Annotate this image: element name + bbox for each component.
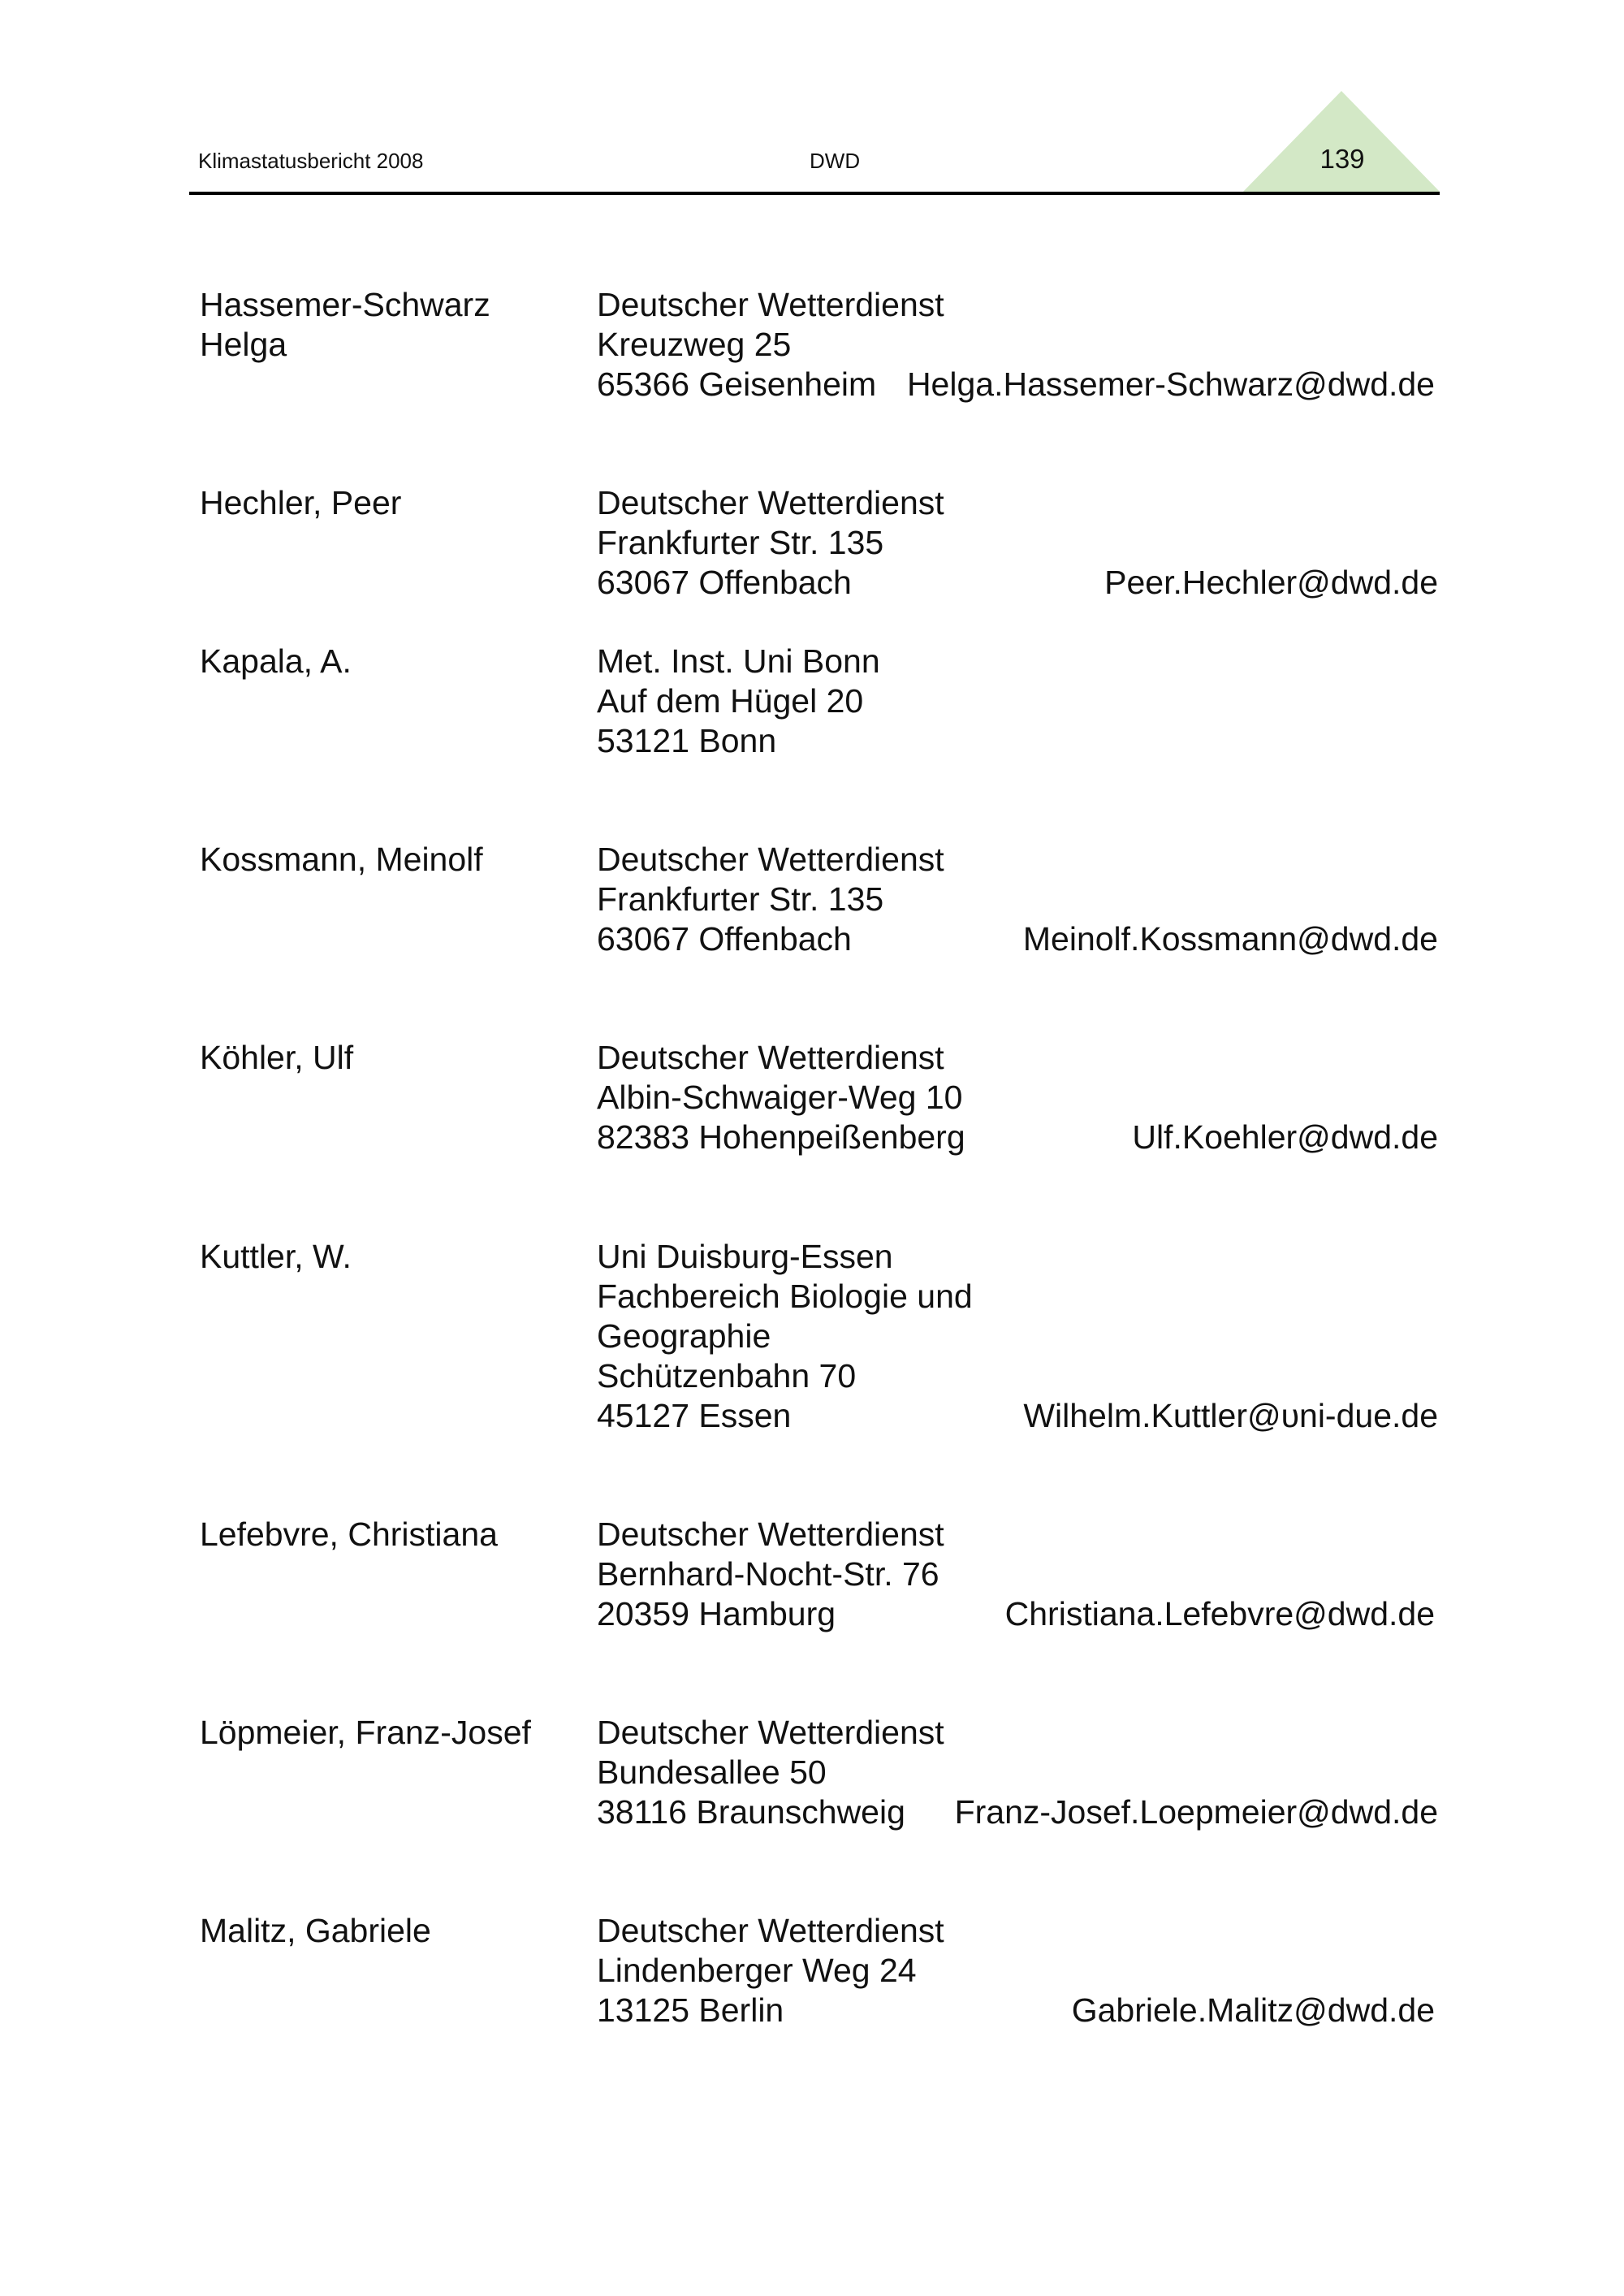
publisher-label: DWD	[810, 149, 861, 173]
contact-address	[597, 1515, 944, 1634]
address-line: Deutscher Wetterdienst	[597, 1516, 944, 1553]
contact-address	[597, 642, 880, 761]
address-line: 63067 Offenbach	[597, 920, 852, 958]
address-line: Kreuzweg 25	[597, 326, 792, 363]
contact-address	[597, 1713, 944, 1832]
contact-address	[597, 1038, 965, 1157]
contact-address	[597, 285, 944, 404]
contact-address	[597, 483, 944, 603]
contact-address	[597, 840, 944, 959]
contact-email[interactable]: Peer.Hechler@dwd.de	[1104, 564, 1438, 601]
address-line: 45127 Essen	[597, 1397, 792, 1434]
address-line: Deutscher Wetterdienst	[597, 1039, 944, 1076]
contact-email[interactable]: Helga.Hassemer-Schwarz@dwd.de	[906, 365, 1435, 403]
address-line: Bernhard-Nocht-Str. 76	[597, 1555, 939, 1593]
report-title: Klimastatusbericht 2008	[198, 149, 424, 173]
address-line: Frankfurter Str. 135	[597, 880, 884, 918]
address-line: Uni Duisburg-Essen	[597, 1238, 893, 1275]
contact-email[interactable]: Meinolf.Kossmann@dwd.de	[1022, 920, 1438, 958]
contact-name	[200, 285, 490, 365]
address-line: Fachbereich Biologie und	[597, 1278, 973, 1315]
contact-name: Malitz, Gabriele	[200, 1912, 431, 1949]
triangle-shape	[1242, 91, 1440, 192]
address-line: 13125 Berlin	[597, 1991, 784, 2029]
contact-name: Hechler, Peer	[200, 484, 402, 521]
address-line: Geographie	[597, 1317, 771, 1355]
address-line: 38116 Braunschweig	[597, 1793, 905, 1831]
address-line: 82383 Hohenpeißenberg	[597, 1118, 965, 1156]
address-line: 20359 Hamburg	[597, 1595, 836, 1632]
contact-name: Lefebvre, Christiana	[200, 1516, 498, 1553]
address-line: Frankfurter Str. 135	[597, 524, 884, 561]
contact-email[interactable]: Gabriele.Malitz@dwd.de	[1071, 1991, 1435, 2029]
contact-name-line-2: Helga	[200, 326, 287, 363]
address-line: Schützenbahn 70	[597, 1357, 857, 1394]
contact-name: Löpmeier, Franz-Josef	[200, 1714, 531, 1751]
address-line: 65366 Geisenheim	[597, 365, 877, 403]
contact-email[interactable]: Wilhelm.Kuttler@υni-due.de	[1023, 1397, 1438, 1434]
address-line: Deutscher Wetterdienst	[597, 286, 944, 323]
contact-email[interactable]: Christiana.Lefebvre@dwd.de	[1004, 1595, 1435, 1632]
contact-address	[597, 1237, 973, 1436]
contact-name: Köhler, Ulf	[200, 1039, 354, 1076]
address-line: Deutscher Wetterdienst	[597, 484, 944, 521]
address-line: 63067 Offenbach	[597, 564, 852, 601]
address-line: Deutscher Wetterdienst	[597, 1912, 944, 1949]
page-number: 139	[1320, 144, 1365, 174]
contact-name: Kossmann, Meinolf	[200, 841, 483, 878]
contact-address	[597, 1911, 944, 2030]
address-line: Lindenberger Weg 24	[597, 1952, 917, 1989]
address-line: 53121 Bonn	[597, 722, 777, 759]
contact-name: Kuttler, W.	[200, 1238, 352, 1275]
address-line: Deutscher Wetterdienst	[597, 1714, 944, 1751]
contact-email[interactable]: Franz-Josef.Loepmeier@dwd.de	[954, 1793, 1438, 1831]
contact-email[interactable]: Ulf.Koehler@dwd.de	[1132, 1118, 1438, 1156]
contact-name: Kapala, A.	[200, 642, 352, 680]
contact-name-line: Hassemer-Schwarz	[200, 286, 490, 323]
header-rule	[189, 192, 1440, 195]
address-line: Albin-Schwaiger-Weg 10	[597, 1079, 963, 1116]
page-number-triangle	[1242, 91, 1440, 192]
address-line: Auf dem Hügel 20	[597, 682, 864, 720]
address-line: Deutscher Wetterdienst	[597, 841, 944, 878]
address-line: Met. Inst. Uni Bonn	[597, 642, 880, 680]
address-line: Bundesallee 50	[597, 1753, 827, 1791]
